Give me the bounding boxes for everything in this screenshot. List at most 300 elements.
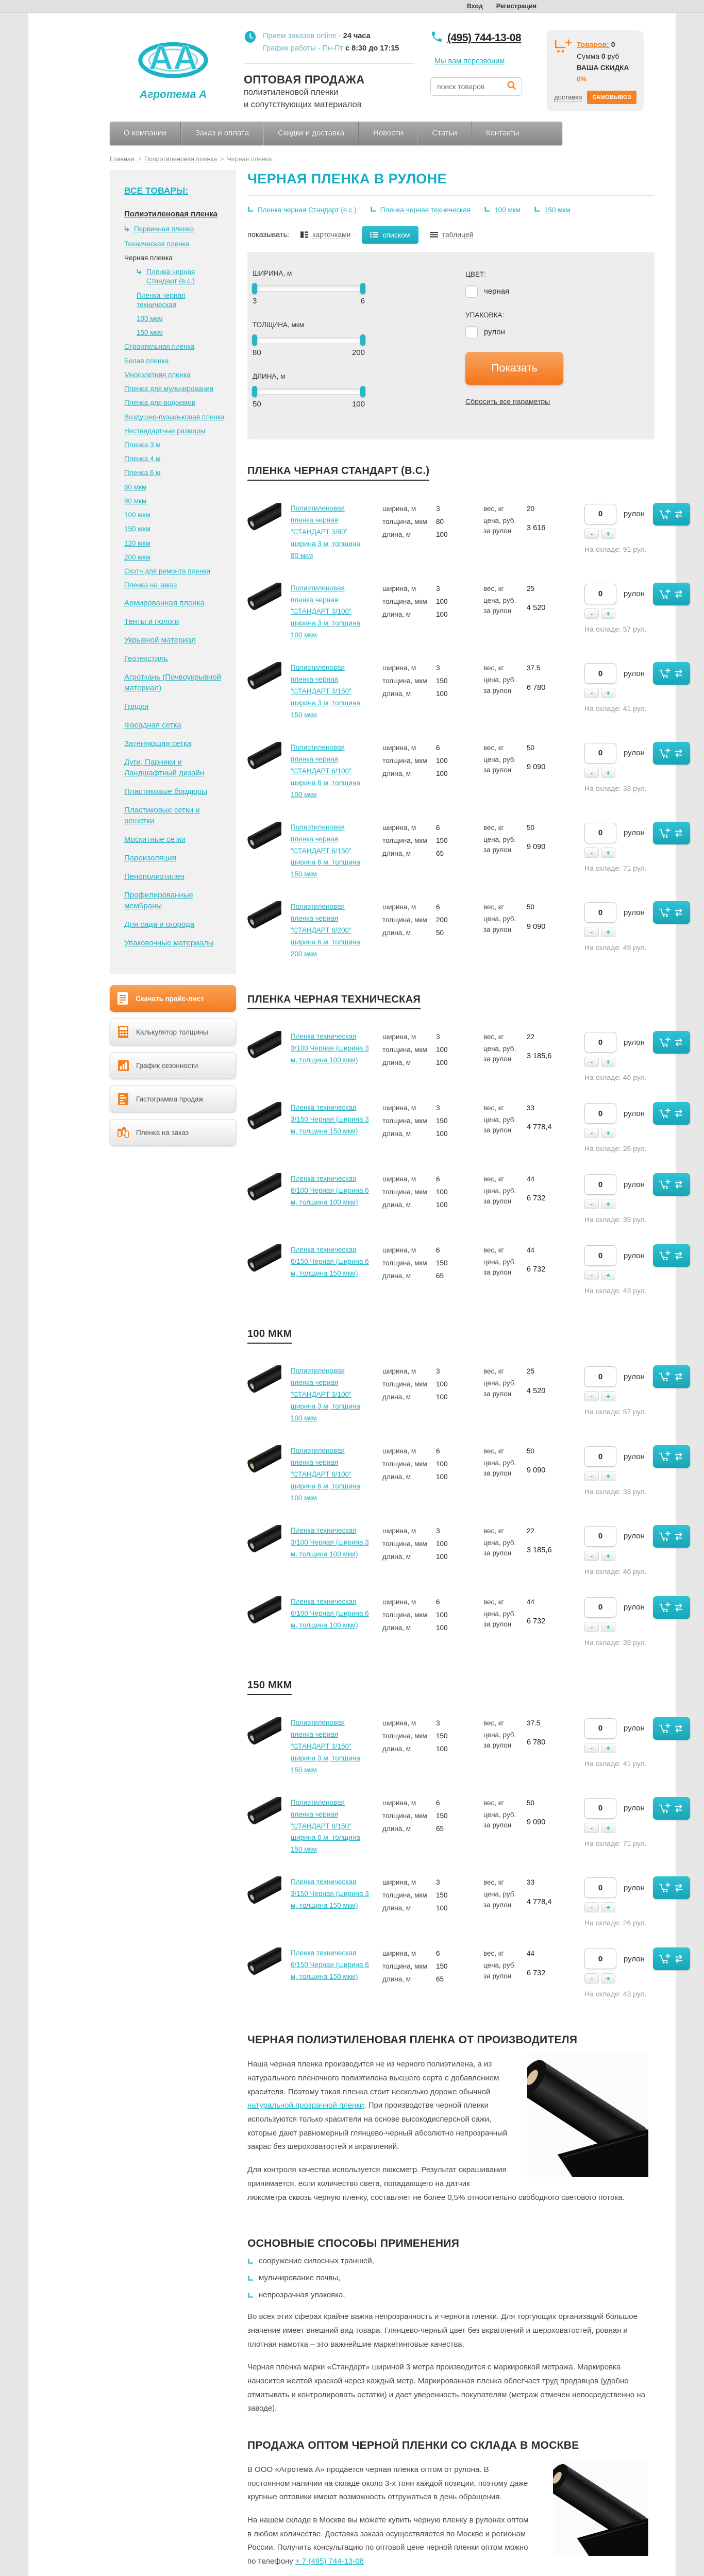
sidebar-category-link[interactable]: Пластиковые сетки и решетки bbox=[124, 806, 200, 826]
sidebar-category-link[interactable]: Геотекстиль bbox=[124, 654, 168, 664]
spec-label: толщина, мкм bbox=[382, 1891, 427, 1900]
cart-plus-icon bbox=[659, 1108, 672, 1118]
sidebar-category-link[interactable]: Тенты и пологи bbox=[124, 617, 179, 626]
quantity-plus-button[interactable]: + bbox=[601, 1471, 615, 1481]
logo-icon bbox=[135, 39, 212, 86]
main-nav bbox=[110, 122, 562, 145]
price-value: 4 520 bbox=[527, 1386, 546, 1395]
product-thumbnail[interactable] bbox=[247, 1717, 282, 1776]
quantity-input[interactable] bbox=[584, 1446, 616, 1467]
sidebar-item-link[interactable]: 60 мкм bbox=[124, 483, 147, 491]
quantity-input[interactable] bbox=[584, 1877, 616, 1898]
quantity-plus-button[interactable]: + bbox=[601, 1270, 615, 1280]
product-title-link[interactable]: Пленка техническая 3/100 Черная (ширина 3 м, толщина 100 мкм) bbox=[291, 1526, 369, 1558]
nav-item-4[interactable]: Новости bbox=[359, 122, 417, 145]
sidebar-item-link[interactable]: Пленка 6 м bbox=[124, 469, 161, 477]
product-thumbnail[interactable] bbox=[247, 1525, 282, 1575]
slider-track[interactable] bbox=[253, 337, 365, 343]
spec-value: 100 bbox=[436, 756, 448, 765]
sidebar-item-link[interactable]: Нестандартные размеры bbox=[124, 427, 206, 435]
subcategory-link-1[interactable]: Пленка черная Стандарт (в.с.) bbox=[258, 206, 357, 214]
add-to-cart-button[interactable] bbox=[653, 1947, 690, 1970]
quantity-plus-button[interactable]: + bbox=[601, 1902, 615, 1912]
product-thumbnail[interactable] bbox=[247, 1445, 282, 1504]
product-thumbnail[interactable] bbox=[247, 901, 282, 960]
sidebar-item-link[interactable]: Первичная пленка bbox=[134, 225, 194, 233]
spec-label: длина, м bbox=[382, 1059, 411, 1067]
sidebar-category-link[interactable]: Укрывной материал bbox=[124, 636, 196, 645]
breadcrumb-link-2[interactable]: Полиэтиленовая пленка bbox=[144, 155, 217, 163]
nav-item-3[interactable]: Скидки и доставка bbox=[263, 122, 359, 145]
product-thumbnail[interactable] bbox=[247, 1947, 282, 1998]
product-row bbox=[247, 1231, 655, 1302]
product-thumbnail[interactable] bbox=[247, 742, 282, 801]
slider-max: 200 bbox=[351, 348, 365, 357]
product-title-link[interactable]: Пленка техническая 3/150 Черная (ширина 3 м, толщина 150 мкм) bbox=[291, 1104, 369, 1136]
add-to-cart-button[interactable] bbox=[653, 503, 690, 526]
compare-arrows-icon bbox=[674, 1251, 684, 1260]
add-to-cart-button[interactable] bbox=[653, 1173, 690, 1196]
product-title-link[interactable]: Полиэтиленовая пленка черная "СТАНДАРТ 3/150" ширина 3 м, толщина 150 мкм bbox=[291, 1718, 360, 1774]
product-thumbnail[interactable] bbox=[247, 503, 282, 562]
add-to-cart-button[interactable] bbox=[653, 583, 690, 605]
sidebar-category-link[interactable]: Пластиковые бордюры bbox=[124, 787, 208, 796]
add-to-cart-button[interactable] bbox=[653, 1102, 690, 1125]
price-label: цена, руб. за рулон bbox=[483, 1609, 516, 1628]
add-to-cart-button[interactable] bbox=[653, 1876, 690, 1899]
stock-status: На складе: 57 рул. bbox=[584, 1408, 647, 1416]
quantity-input[interactable] bbox=[584, 902, 616, 923]
quantity-minus-button[interactable]: - bbox=[584, 1902, 599, 1912]
quantity-input[interactable] bbox=[584, 743, 616, 764]
sidebar-item-link[interactable]: Многолетняя пленка bbox=[124, 370, 191, 379]
add-to-cart-button[interactable] bbox=[653, 1244, 690, 1267]
spec-label: толщина, мкм bbox=[382, 1259, 427, 1267]
black-film-roll-image-2 bbox=[553, 2459, 648, 2558]
sidebar-category bbox=[124, 853, 227, 863]
spec-label: длина, м bbox=[382, 1824, 411, 1833]
spec-label: толщина, мкм bbox=[382, 756, 427, 765]
product-thumbnail[interactable] bbox=[247, 1173, 282, 1224]
quantity-plus-button[interactable]: + bbox=[601, 1199, 615, 1209]
add-to-cart-button[interactable] bbox=[653, 1797, 690, 1820]
quantity-plus-button[interactable]: + bbox=[601, 608, 615, 619]
tool-chart-button[interactable]: График сезонности bbox=[110, 1052, 236, 1079]
add-to-cart-button[interactable] bbox=[653, 662, 690, 685]
quantity-input[interactable] bbox=[584, 823, 616, 843]
sidebar-item bbox=[124, 454, 227, 464]
compare-arrows-icon bbox=[674, 1109, 684, 1117]
spec-value: 6 bbox=[436, 903, 440, 911]
product-title-link[interactable]: Полиэтиленовая пленка черная "СТАНДАРТ 6/200" ширина 6 м, толщина 200 мкм bbox=[291, 903, 360, 958]
quantity-plus-button[interactable]: + bbox=[601, 1057, 615, 1067]
spec-label: вес, кг bbox=[483, 1447, 504, 1455]
product-thumbnail[interactable] bbox=[247, 1596, 282, 1647]
subcategory-link-2[interactable]: Пленка черная техническая bbox=[380, 206, 471, 214]
sidebar-item-link[interactable]: Пленка на заказ bbox=[124, 581, 177, 589]
usage-bullet: сооружение силосных траншей, bbox=[247, 2257, 655, 2267]
sidebar-item bbox=[124, 225, 227, 235]
slider-handle-min[interactable] bbox=[252, 334, 257, 346]
spec-value: 6 bbox=[436, 1175, 440, 1183]
sidebar-item-link[interactable]: Скотч для ремонта пленки bbox=[124, 567, 210, 575]
product-thumbnail[interactable] bbox=[247, 1031, 282, 1081]
sidebar-item-link[interactable]: 150 мкм bbox=[124, 525, 150, 533]
quantity-plus-button[interactable]: + bbox=[601, 529, 615, 539]
spec-value: 44 bbox=[527, 1246, 535, 1255]
product-thumbnail[interactable] bbox=[247, 662, 282, 721]
sidebar-category-link[interactable]: Профилированные мембраны bbox=[124, 891, 193, 911]
checkbox[interactable] bbox=[465, 285, 478, 298]
quantity-input[interactable] bbox=[584, 1103, 616, 1124]
article-phone-link[interactable]: + 7 (495) 744-13-08 bbox=[295, 2557, 364, 2566]
price-label: цена, руб. за рулон bbox=[483, 1379, 516, 1398]
search-input[interactable] bbox=[436, 82, 504, 91]
spec-value: 20 bbox=[527, 504, 535, 513]
l-arrow-icon bbox=[484, 207, 490, 213]
view-toggle-bar bbox=[247, 226, 655, 244]
sidebar-item-link[interactable]: 100 мкм bbox=[124, 511, 150, 519]
price-value: 4 778,4 bbox=[527, 1897, 552, 1906]
spec-value: 100 bbox=[436, 610, 448, 618]
login-link[interactable]: Вход bbox=[466, 3, 483, 10]
sidebar-all-products[interactable]: ВСЕ ТОВАРЫ: bbox=[124, 185, 189, 196]
clear-film-link[interactable]: натуральной прозрачной пленки bbox=[247, 2101, 364, 2110]
sidebar-category-link[interactable]: Грядки bbox=[124, 702, 149, 711]
quantity-minus-button[interactable]: - bbox=[584, 1973, 599, 1984]
product-thumbnail[interactable] bbox=[247, 1365, 282, 1425]
quantity-input[interactable] bbox=[584, 1245, 616, 1266]
compare-arrows-icon bbox=[674, 749, 684, 757]
sidebar-item bbox=[124, 398, 227, 408]
subcategory-link-4[interactable]: 150 мкм bbox=[544, 206, 571, 214]
product-thumbnail[interactable] bbox=[247, 1244, 282, 1295]
phone-icon bbox=[430, 30, 443, 46]
quantity-plus-button[interactable]: + bbox=[601, 688, 615, 698]
quantity-input[interactable] bbox=[584, 1718, 616, 1739]
product-title-link[interactable]: Полиэтиленовая пленка черная "СТАНДАРТ 6/150" ширина 6 м, толщина 150 мкм bbox=[291, 1798, 360, 1854]
quantity-input[interactable] bbox=[584, 663, 616, 684]
spec-value: 100 bbox=[436, 1611, 448, 1619]
cart-plus-icon bbox=[659, 1602, 672, 1613]
slider-min: 50 bbox=[253, 399, 261, 409]
quantity-input[interactable] bbox=[584, 504, 616, 524]
product-thumbnail[interactable] bbox=[247, 1102, 282, 1153]
tool-rolls-button[interactable]: Пленка на заказ bbox=[110, 1119, 236, 1146]
callback-link[interactable]: Мы вам перезвоним bbox=[434, 57, 505, 65]
spec-value: 100 bbox=[436, 1473, 448, 1481]
quantity-input[interactable] bbox=[584, 1948, 616, 1969]
product-thumbnail[interactable] bbox=[247, 583, 282, 642]
add-to-cart-button[interactable] bbox=[653, 1031, 690, 1054]
sidebar-item-link[interactable]: Пленка для водоемов bbox=[124, 399, 195, 407]
product-title-link[interactable]: Пленка техническая 6/100 Черная (ширина 6 м, толщина 100 мкм) bbox=[291, 1597, 369, 1629]
site-header bbox=[28, 13, 676, 122]
product-title-link[interactable]: Пленка техническая 3/150 Черная (ширина 3 м, толщина 150 мкм) bbox=[291, 1878, 369, 1910]
sidebar-item-link[interactable]: 120 мкм bbox=[124, 539, 150, 547]
spec-label: длина, м bbox=[382, 1473, 411, 1481]
quantity-plus-button[interactable]: + bbox=[601, 1391, 615, 1401]
price-label: цена, руб. за рулон bbox=[483, 1045, 516, 1063]
add-to-cart-button[interactable] bbox=[653, 1365, 690, 1388]
sidebar-item-link[interactable]: Воздушно-пузырьковая пленка bbox=[124, 413, 225, 421]
slider-track[interactable] bbox=[253, 285, 365, 292]
quantity-input[interactable] bbox=[584, 1032, 616, 1053]
product-title-link[interactable]: Пленка техническая 6/150 Черная (ширина 6 м, толщина 150 мкм) bbox=[291, 1246, 369, 1278]
spec-value: 200 bbox=[436, 916, 448, 924]
quantity-minus-button[interactable]: - bbox=[584, 1057, 599, 1067]
add-to-cart-button[interactable] bbox=[653, 901, 690, 924]
sidebar-category bbox=[124, 834, 227, 845]
product-title-link[interactable]: Полиэтиленовая пленка черная "СТАНДАРТ 3/100" ширина 3 м, толщина 100 мкм bbox=[291, 584, 360, 639]
stock-status: На складе: 41 рул. bbox=[584, 704, 647, 713]
product-title-link[interactable]: Полиэтиленовая пленка черная "СТАНДАРТ 3/150" ширина 3 м, толщина 150 мкм bbox=[291, 664, 360, 719]
divider bbox=[247, 195, 655, 196]
sidebar-root-category[interactable]: Полиэтиленовая пленка bbox=[124, 209, 217, 218]
sidebar-category-link[interactable]: Для сада и огорода bbox=[124, 920, 195, 929]
slider-range bbox=[253, 400, 365, 409]
quantity-plus-button[interactable]: + bbox=[601, 1823, 615, 1833]
nav-item-6[interactable]: Контакты bbox=[472, 122, 533, 145]
quantity-minus-button[interactable]: - bbox=[584, 1270, 599, 1280]
quantity-plus-button[interactable]: + bbox=[601, 1128, 615, 1138]
cart-plus-icon bbox=[659, 1954, 672, 1964]
spec-value: 100 bbox=[436, 1130, 448, 1138]
spec-value: 150 bbox=[436, 1259, 448, 1267]
quantity-minus-button[interactable]: - bbox=[584, 1622, 599, 1632]
spec-value: 150 bbox=[436, 1962, 448, 1971]
sidebar-item-link[interactable]: Пленка черная Стандарт (в.с.) bbox=[146, 268, 195, 285]
logo-title: Агротема А bbox=[139, 88, 207, 100]
sidebar-item bbox=[124, 483, 227, 492]
spec-value: 150 bbox=[436, 1811, 448, 1820]
slider-handle-max[interactable] bbox=[360, 386, 365, 397]
unit-label: рулон bbox=[624, 669, 645, 678]
filter-checkgroup bbox=[465, 311, 563, 338]
sidebar-category-link[interactable]: Фасадная сетка bbox=[124, 721, 181, 730]
sidebar-item-link[interactable]: Пленка 3 м bbox=[124, 441, 161, 449]
slider-handle-max[interactable] bbox=[360, 283, 365, 294]
sidebar-item bbox=[124, 497, 227, 506]
quantity-plus-button[interactable]: + bbox=[601, 1973, 615, 1984]
spec-value: 33 bbox=[527, 1104, 535, 1112]
spec-label: толщина, мкм bbox=[382, 1046, 427, 1054]
sidebar-item-link[interactable]: Пленка черная техническая bbox=[137, 291, 186, 309]
price-value: 9 090 bbox=[527, 763, 546, 772]
sidebar-item-link[interactable]: Строительная пленка bbox=[124, 343, 195, 351]
cart-plus-icon bbox=[659, 589, 672, 599]
spec-label: ширина, м bbox=[382, 1799, 416, 1807]
compare-arrows-icon bbox=[674, 908, 684, 917]
stock-status: На складе: 71 рул. bbox=[584, 1839, 647, 1848]
tool-doc-button[interactable]: Скачать прайс-лист bbox=[110, 985, 236, 1012]
view-option-label: таблицей bbox=[442, 230, 474, 239]
product-row bbox=[247, 728, 655, 808]
checkbox[interactable] bbox=[465, 326, 478, 338]
product-title-link[interactable]: Пленка техническая 6/100 Черная (ширина 6 м, толщина 100 мкм) bbox=[291, 1175, 369, 1207]
view-option-label: карточками bbox=[312, 230, 351, 239]
quantity-minus-button[interactable]: - bbox=[584, 608, 599, 619]
add-to-cart-button[interactable] bbox=[653, 1596, 690, 1619]
cart-plus-icon bbox=[659, 828, 672, 838]
filter-reset-link[interactable]: Сбросить все параметры bbox=[465, 397, 550, 405]
quantity-minus-button[interactable]: - bbox=[584, 768, 599, 778]
sidebar-category bbox=[124, 738, 227, 749]
delivery-link[interactable]: доставка bbox=[554, 93, 582, 101]
quantity-input[interactable] bbox=[584, 584, 616, 604]
sidebar-item-link[interactable]: 200 мкм bbox=[124, 553, 150, 561]
slider-handle-max[interactable] bbox=[360, 334, 365, 346]
slider-handle-min[interactable] bbox=[252, 386, 257, 397]
page-title: ЧЕРНАЯ ПЛЕНКА В РУЛОНЕ bbox=[247, 171, 447, 187]
sidebar-item-link[interactable]: Белая пленка bbox=[124, 357, 169, 365]
sidebar-item-link[interactable]: Пленка 4 м bbox=[124, 455, 161, 463]
quantity-minus-button[interactable]: - bbox=[584, 1471, 599, 1481]
breadcrumb-link-1[interactable]: Главная bbox=[110, 155, 135, 163]
tool-hist-button[interactable]: Гистограмма продаж bbox=[110, 1086, 236, 1112]
quantity-minus-button[interactable]: - bbox=[584, 848, 599, 858]
quantity-minus-button[interactable]: - bbox=[584, 688, 599, 698]
quantity-plus-button[interactable]: + bbox=[601, 1743, 615, 1753]
quantity-plus-button[interactable]: + bbox=[601, 1622, 615, 1632]
search-icon[interactable] bbox=[507, 81, 516, 93]
sidebar-item bbox=[124, 314, 227, 324]
sidebar-category-link[interactable]: Агроткань (Почвоукрывной материал) bbox=[124, 673, 221, 693]
nav-item-2[interactable]: Заказ и оплата bbox=[181, 122, 263, 145]
add-to-cart-button[interactable] bbox=[653, 822, 690, 844]
register-link[interactable]: Регистрация bbox=[496, 3, 537, 10]
quantity-minus-button[interactable]: - bbox=[584, 927, 599, 937]
quantity-minus-button[interactable]: - bbox=[584, 1391, 599, 1401]
spec-value: 25 bbox=[527, 584, 535, 592]
add-to-cart-button[interactable] bbox=[653, 1717, 690, 1740]
sidebar-category-link[interactable]: Затеняющая сетка bbox=[124, 739, 192, 749]
product-thumbnail[interactable] bbox=[247, 822, 282, 881]
quantity-input[interactable] bbox=[584, 1174, 616, 1195]
spec-value: 3 bbox=[436, 1033, 440, 1041]
compare-arrows-icon bbox=[674, 1532, 684, 1540]
nav-item-5[interactable]: Статьи bbox=[417, 122, 472, 145]
view-option-table[interactable] bbox=[430, 230, 474, 239]
sidebar-item-link[interactable]: 150 мкм bbox=[137, 329, 163, 337]
price-value: 6 732 bbox=[527, 1265, 546, 1274]
spec-label: ширина, м bbox=[382, 1033, 416, 1041]
price-value: 4 778,4 bbox=[527, 1123, 552, 1132]
spec-label: толщина, мкм bbox=[382, 1962, 427, 1971]
subcategory-link-3[interactable]: 100 мкм bbox=[494, 206, 521, 214]
slider-track[interactable] bbox=[253, 388, 365, 395]
sidebar-category-link[interactable]: Москитные сетки bbox=[124, 835, 186, 844]
quantity-minus-button[interactable]: - bbox=[584, 1743, 599, 1753]
logo[interactable] bbox=[124, 30, 222, 111]
product-row bbox=[247, 1934, 655, 2005]
usage-bullets bbox=[247, 2257, 655, 2301]
hist-icon bbox=[116, 1092, 130, 1106]
add-to-cart-button[interactable] bbox=[653, 1525, 690, 1548]
product-title-link[interactable]: Полиэтиленовая пленка черная "СТАНДАРТ 6/150" ширина 6 м, толщина 150 мкм bbox=[291, 823, 360, 878]
spec-label: вес, кг bbox=[483, 1527, 504, 1535]
chart-icon bbox=[116, 1059, 130, 1072]
view-option-list[interactable] bbox=[362, 226, 418, 244]
sidebar-category-link[interactable]: Упаковочные материалы bbox=[124, 939, 214, 948]
cart-sum: Сумма 0 руб bbox=[577, 52, 619, 61]
quantity-minus-button[interactable]: - bbox=[584, 1823, 599, 1833]
sidebar-item-link[interactable]: 100 мкм bbox=[137, 315, 163, 323]
quantity-input[interactable] bbox=[584, 1597, 616, 1618]
spec-value: 33 bbox=[527, 1878, 535, 1887]
product-title-link[interactable]: Пленка техническая 6/150 Черная (ширина 6 м, толщина 150 мкм) bbox=[291, 1949, 369, 1981]
add-to-cart-button[interactable] bbox=[653, 742, 690, 765]
spec-label: длина, м bbox=[382, 1130, 411, 1138]
quantity-input[interactable] bbox=[584, 1798, 616, 1819]
product-title-link[interactable]: Полиэтиленовая пленка черная "СТАНДАРТ 3/80" ширина 3 м, толщина 80 мкм bbox=[291, 504, 360, 560]
quantity-plus-button[interactable]: + bbox=[601, 848, 615, 858]
sidebar-item-link[interactable]: Пленка для мульчирования bbox=[124, 385, 214, 393]
spec-label: вес, кг bbox=[483, 1878, 504, 1887]
sidebar-category-link[interactable]: Пароизоляция bbox=[124, 854, 176, 863]
sidebar-item-link[interactable]: Техническая пленка bbox=[124, 240, 190, 248]
checkbox-label: черная bbox=[484, 287, 510, 296]
product-title-link[interactable]: Полиэтиленовая пленка черная "СТАНДАРТ 6/100" ширина 6 м, толщина 100 мкм bbox=[291, 743, 360, 799]
spec-value: 100 bbox=[436, 1623, 448, 1632]
sidebar-items bbox=[124, 225, 227, 590]
quantity-input[interactable] bbox=[584, 1526, 616, 1547]
product-title-link[interactable]: Пленка техническая 3/100 Черная (ширина 3 м, толщина 100 мкм) bbox=[291, 1032, 369, 1064]
quantity-plus-button[interactable]: + bbox=[601, 927, 615, 937]
article-heading-3: ПРОДАЖА ОПТОМ ЧЕРНОЙ ПЛЕНКИ СО СКЛАДА В МОСКВЕ bbox=[247, 2439, 579, 2452]
product-thumbnail[interactable] bbox=[247, 1797, 282, 1856]
cart-items-link[interactable]: Товаров: bbox=[577, 40, 609, 48]
sidebar-item bbox=[124, 567, 227, 576]
sidebar-category-link[interactable]: Пенополиэтилен bbox=[124, 872, 185, 882]
phone-number[interactable]: (495) 744-13-08 bbox=[447, 32, 522, 44]
quantity-minus-button[interactable]: - bbox=[584, 1128, 599, 1138]
filter-show-button[interactable]: Показать bbox=[465, 352, 563, 385]
product-title-link[interactable]: Полиэтиленовая пленка черная "СТАНДАРТ 6/100" ширина 6 м, толщина 100 мкм bbox=[291, 1447, 360, 1502]
spec-label: длина, м bbox=[382, 929, 411, 937]
quantity-minus-button[interactable]: - bbox=[584, 1199, 599, 1209]
pickup-button[interactable]: САМОВЫВОЗ bbox=[587, 91, 636, 104]
stock-status: На складе: 26 рул. bbox=[584, 1919, 647, 1927]
product-thumbnail[interactable] bbox=[247, 1876, 282, 1927]
slider-handle-min[interactable] bbox=[252, 283, 257, 294]
sidebar-category bbox=[124, 598, 227, 608]
subcategory-links bbox=[247, 206, 655, 214]
nav-item-1[interactable]: О компании bbox=[110, 122, 181, 145]
spec-value: 6 bbox=[436, 743, 440, 752]
product-title-link[interactable]: Полиэтиленовая пленка черная "СТАНДАРТ 3/100" ширина 3 м, толщина 100 мкм bbox=[291, 1367, 360, 1422]
sidebar-category-link[interactable]: Дуги, Парники и Ландшафтный дизайн bbox=[124, 758, 205, 778]
tool-calc-button[interactable]: Калькулятор толщины bbox=[110, 1019, 236, 1045]
sidebar-category-link[interactable]: Армированная пленка bbox=[124, 599, 205, 608]
cart-box bbox=[547, 30, 644, 111]
cart-plus-icon bbox=[659, 907, 672, 918]
quantity-plus-button[interactable]: + bbox=[601, 768, 615, 778]
view-option-cards[interactable] bbox=[300, 230, 350, 239]
quantity-plus-button[interactable]: + bbox=[601, 1551, 615, 1561]
quantity-input[interactable] bbox=[584, 1366, 616, 1387]
spec-label: вес, кг bbox=[483, 823, 504, 832]
quantity-minus-button[interactable]: - bbox=[584, 1551, 599, 1561]
article-paragraph-2: Для контроля качества используется люксметр. Результат окрашивания принимается, если количество света, попадающего на датчик люксметра сквозь черную пленку, составляет не более 0,5% относительно свободного светового потока. bbox=[247, 2165, 625, 2202]
sidebar-item bbox=[124, 370, 227, 380]
quantity-minus-button[interactable]: - bbox=[584, 529, 599, 539]
spec-value: 37.5 bbox=[527, 664, 541, 672]
add-to-cart-button[interactable] bbox=[653, 1445, 690, 1468]
slider-range bbox=[253, 348, 365, 357]
slider-range bbox=[253, 297, 365, 306]
sidebar-item-link[interactable]: 80 мкм bbox=[124, 497, 147, 505]
